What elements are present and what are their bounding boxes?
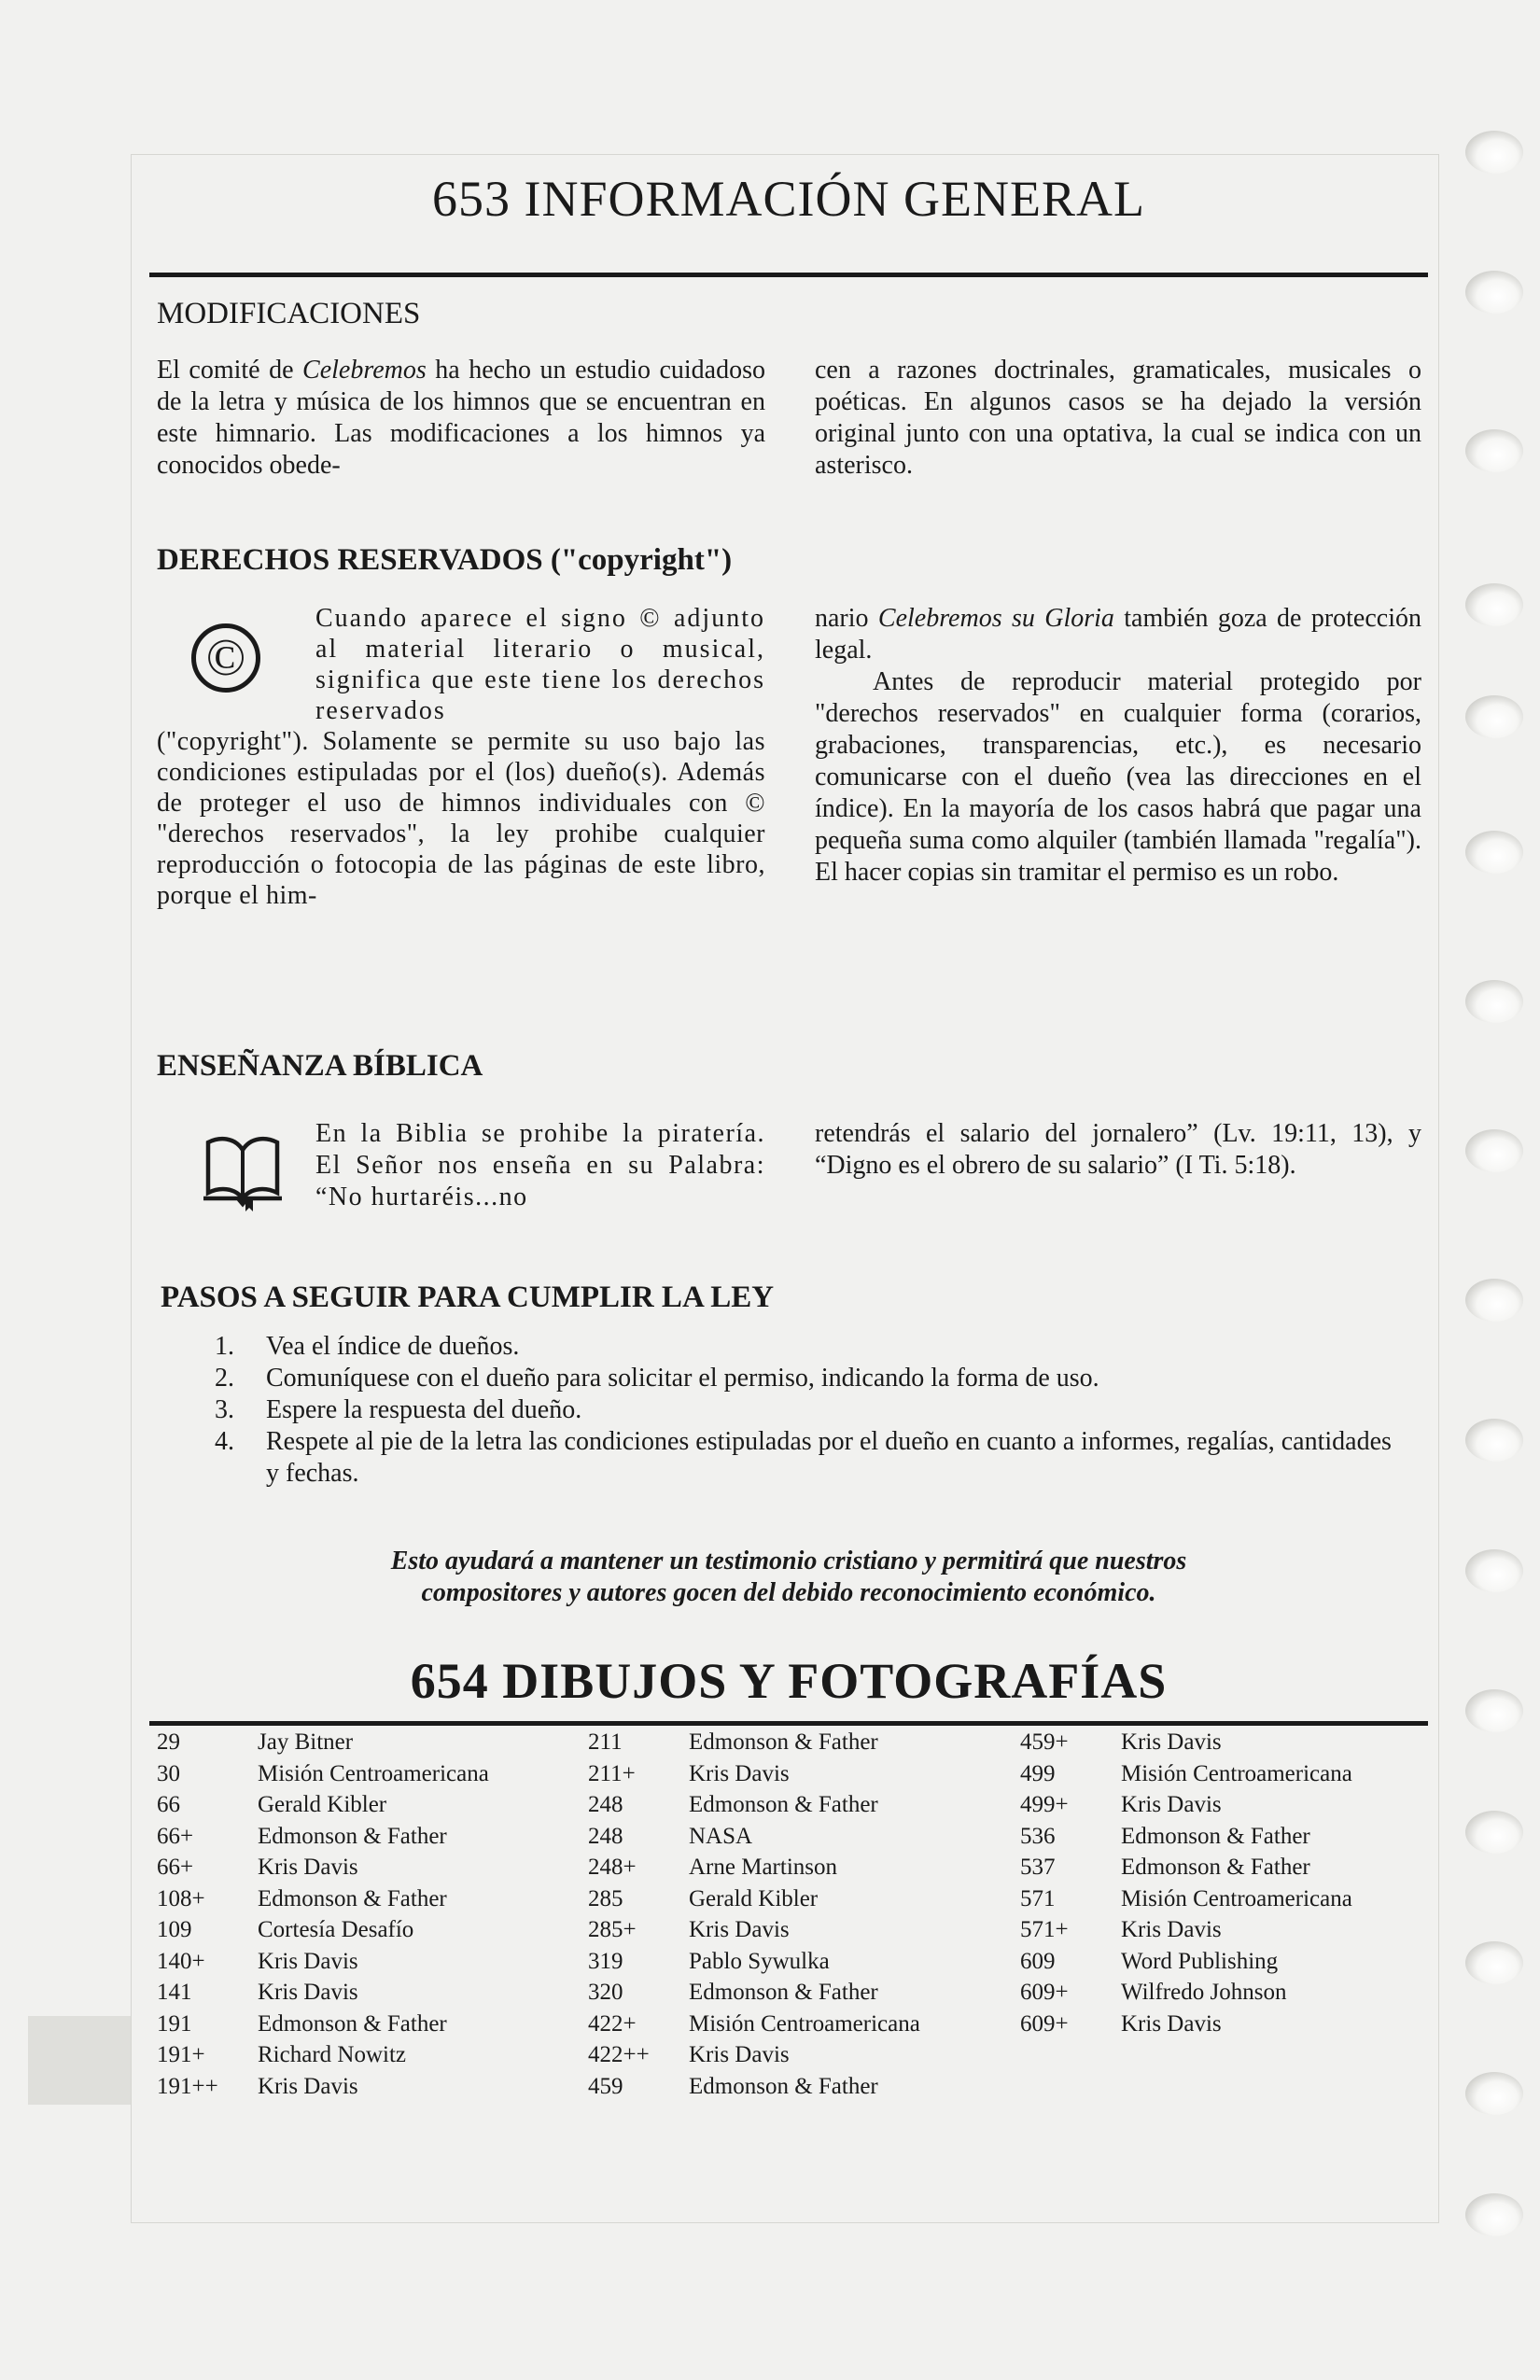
credit-name: Arne Martinson [689, 1855, 837, 1880]
binding-hole [1465, 831, 1523, 874]
ensenanza-heading: ENSEÑANZA BÍBLICA [157, 1049, 483, 1083]
binding-hole [1465, 2193, 1523, 2236]
credit-name: Edmonson & Father [1121, 1855, 1310, 1880]
copyright-icon: © [191, 623, 260, 693]
credit-name: Richard Nowitz [258, 2042, 406, 2067]
credit-name: Kris Davis [1121, 1792, 1222, 1817]
hymn-number: 571+ [1020, 1917, 1069, 1942]
credits-column-3 [1020, 1727, 1352, 2039]
credit-name: Edmonson & Father [1121, 1823, 1310, 1849]
credit-row [1020, 2009, 1352, 2040]
credits-column-1 [157, 1727, 489, 2102]
credit-name: Kris Davis [1121, 1917, 1222, 1942]
credit-name: Kris Davis [1121, 1729, 1222, 1755]
hymn-number: 422++ [588, 2042, 650, 2067]
hymn-number: 536 [1020, 1823, 1056, 1849]
credit-name: Edmonson & Father [258, 2010, 447, 2037]
credit-row [1020, 1789, 1352, 1821]
credit-row [588, 1914, 920, 1946]
binding-hole [1465, 1689, 1523, 1732]
hymn-number: 499+ [1020, 1792, 1069, 1817]
section-653-title: 653 INFORMACIÓN GENERAL [432, 171, 1145, 227]
credit-row [588, 1946, 920, 1978]
credit-row [1020, 1914, 1352, 1946]
credit-name: Edmonson & Father [689, 1980, 878, 2005]
credit-name: Kris Davis [689, 2042, 790, 2067]
hymn-number: 248 [588, 1792, 623, 1817]
binding-hole [1465, 1549, 1523, 1592]
pasos-step: 1. Vea el índice de dueños. [215, 1332, 520, 1361]
credit-row [588, 2071, 920, 2103]
credit-name: Edmonson & Father [689, 1792, 878, 1817]
credit-row [1020, 1727, 1352, 1758]
hymn-number: 609+ [1020, 1980, 1069, 2005]
credit-name: Misión Centroamericana [1121, 1760, 1352, 1786]
pasos-list [215, 1331, 1400, 1490]
credit-name: Kris Davis [689, 1917, 790, 1942]
hymn-number: 29 [157, 1729, 180, 1755]
credit-row [1020, 1852, 1352, 1883]
ensenanza-col1: En la Biblia se prohibe la piratería. El Señor nos enseña en su Palabra: “No hurtaréis...no [315, 1119, 765, 1211]
hymn-number: 609+ [1020, 2010, 1069, 2037]
credit-row [588, 1977, 920, 2009]
hymn-number: 285+ [588, 1917, 637, 1942]
credit-name: Kris Davis [258, 1980, 358, 2005]
binding-hole [1465, 1811, 1523, 1854]
credit-row [157, 1758, 489, 1790]
hymn-number: 108+ [157, 1885, 205, 1911]
pasos-step: 3. Espere la respuesta del dueño. [215, 1395, 582, 1424]
credit-row [157, 2009, 489, 2040]
binding-hole [1465, 271, 1523, 314]
closing-statement: Esto ayudará a mantener un testimonio cristiano y permitirá que nuestros compositores y autores gocen del debido reconocimiento económico. [390, 1547, 1187, 1607]
credit-row [157, 2039, 489, 2071]
hymn-number: 319 [588, 1948, 623, 1974]
credit-name: Edmonson & Father [689, 1729, 878, 1755]
hymn-number: 140+ [157, 1948, 205, 1974]
hymn-number: 537 [1020, 1855, 1056, 1880]
credit-row [157, 1914, 489, 1946]
binding-hole [1465, 695, 1523, 738]
modificaciones-heading: MODIFICACIONES [157, 297, 421, 330]
credit-name: Misión Centroamericana [258, 1760, 489, 1786]
credit-row [157, 1789, 489, 1821]
derechos-col1-indented: Cuando aparece el signo © adjunto al material literario o musical, significa que este tiene los derechos reservados [315, 604, 765, 725]
credit-row [588, 2009, 920, 2040]
credit-name: Wilfredo Johnson [1121, 1980, 1287, 2005]
credit-row [157, 1883, 489, 1915]
credit-row [157, 1946, 489, 1978]
hymn-number: 248+ [588, 1855, 637, 1880]
hymn-number: 459+ [1020, 1729, 1069, 1755]
binding-hole [1465, 1419, 1523, 1462]
hymn-number: 285 [588, 1885, 623, 1911]
open-book-icon [201, 1127, 285, 1211]
hymn-number: 459 [588, 2073, 623, 2099]
hymn-number: 609 [1020, 1948, 1056, 1974]
hymn-number: 571 [1020, 1885, 1056, 1911]
hymn-number: 66 [157, 1792, 180, 1817]
hymn-number: 109 [157, 1917, 192, 1942]
hymn-number: 320 [588, 1980, 623, 2005]
credit-row [1020, 1758, 1352, 1790]
binding-hole [1465, 583, 1523, 626]
derechos-col2-p2: Antes de reproducir material protegido por "derechos reservados" en cualquier forma (corarios, grabaciones, transparencias, etc.), es necesario comunicarse con el dueño (vea las direcciones en el índice). En la mayoría de los casos habrá que pagar una pequeña suma como alquiler (también llamada "regalía"). El hacer copias sin tramitar el permiso es un robo. [815, 667, 1421, 887]
pasos-step: 4. Respete al pie de la letra las condiciones estipuladas por el dueño en cuanto a informes, regalías, cantidades y fechas. [215, 1427, 1392, 1488]
credit-row [588, 2039, 920, 2071]
credit-name: Gerald Kibler [689, 1885, 819, 1911]
credit-name: Kris Davis [258, 2073, 358, 2099]
credit-row [157, 1977, 489, 2009]
hymn-number: 141 [157, 1980, 192, 2005]
derechos-col2-p1: nario Celebremos su Gloria también goza de protección legal. [815, 604, 1421, 665]
hymn-number: 191++ [157, 2073, 218, 2099]
section-653-rule [149, 273, 1428, 277]
credit-name: Pablo Sywulka [689, 1948, 830, 1974]
binding-hole [1465, 131, 1523, 174]
credit-row [157, 1821, 489, 1853]
credit-name: Edmonson & Father [258, 1885, 447, 1911]
binding-hole [1465, 429, 1523, 472]
credit-row [588, 1727, 920, 1758]
hymn-number: 499 [1020, 1760, 1056, 1786]
hymn-number: 211 [588, 1729, 623, 1755]
credit-row [588, 1821, 920, 1853]
credit-row [1020, 1946, 1352, 1978]
credit-row [1020, 1883, 1352, 1915]
credit-row [157, 1727, 489, 1758]
credit-row [588, 1758, 920, 1790]
credit-row [1020, 1977, 1352, 2009]
derechos-heading: DERECHOS RESERVADOS ("copyright") [157, 543, 733, 577]
credit-row [588, 1789, 920, 1821]
credit-name: NASA [689, 1823, 753, 1849]
section-654-title: 654 DIBUJOS Y FOTOGRAFÍAS [410, 1653, 1168, 1709]
credit-name: Edmonson & Father [258, 1823, 447, 1849]
credit-row [588, 1852, 920, 1883]
credit-name: Gerald Kibler [258, 1792, 387, 1817]
credit-row [157, 1852, 489, 1883]
binding-holes [1439, 112, 1523, 2296]
credits-column-2 [588, 1727, 920, 2102]
binding-hole [1465, 980, 1523, 1023]
modificaciones-col2: cen a razones doctrinales, gramaticales, musicales o poéticas. En algunos casos se ha dejado la versión original junto con una optativa, la cual se indica con un asterisco. [815, 356, 1421, 480]
binding-hole [1465, 2072, 1523, 2115]
library-stamp [28, 2016, 131, 2105]
pasos-heading: PASOS A SEGUIR PARA CUMPLIR LA LEY [161, 1281, 775, 1314]
derechos-col1-rest: ("copyright"). Solamente se permite su uso bajo las condiciones estipuladas por el (los) dueño(s). Además de proteger el uso de himnos individuales con © "derechos reservados", la ley prohibe cualquier reproducción o fotocopia de las páginas de este libro, porque el him- [157, 727, 765, 910]
credit-name: Jay Bitner [258, 1729, 354, 1755]
hymn-number: 66+ [157, 1823, 194, 1849]
credit-name: Kris Davis [689, 1760, 790, 1786]
section-654-rule [149, 1721, 1428, 1726]
hymn-number: 211+ [588, 1760, 636, 1786]
credit-name: Word Publishing [1121, 1948, 1279, 1974]
credit-name: Kris Davis [258, 1948, 358, 1974]
credit-name: Misión Centroamericana [689, 2010, 920, 2037]
credit-name: Kris Davis [1121, 2010, 1222, 2037]
credit-name: Kris Davis [258, 1855, 358, 1880]
credit-row [157, 2071, 489, 2103]
hymn-number: 422+ [588, 2010, 637, 2037]
credit-name: Misión Centroamericana [1121, 1885, 1352, 1911]
binding-hole [1465, 1129, 1523, 1172]
hymn-number: 66+ [157, 1855, 194, 1880]
hymn-number: 30 [157, 1760, 180, 1786]
ensenanza-col2: retendrás el salario del jornalero” (Lv. 19:11, 13), y “Digno es el obrero de su salario” (I Ti. 5:18). [815, 1119, 1421, 1180]
hymn-number: 191 [157, 2010, 192, 2037]
credit-name: Cortesía Desafío [258, 1917, 414, 1942]
credit-row [588, 1883, 920, 1915]
credit-name: Edmonson & Father [689, 2073, 878, 2099]
hymn-number: 191+ [157, 2042, 205, 2067]
pasos-step: 2. Comuníquese con el dueño para solicitar el permiso, indicando la forma de uso. [215, 1364, 1099, 1393]
binding-hole [1465, 1279, 1523, 1322]
hymn-number: 248 [588, 1823, 623, 1849]
binding-hole [1465, 1941, 1523, 1984]
credit-row [1020, 1821, 1352, 1853]
modificaciones-col1: El comité de Celebremos ha hecho un estudio cuidadoso de la letra y música de los himnos que se encuentran en este himnario. Las modificaciones a los himnos ya conocidos obede- [157, 356, 765, 480]
